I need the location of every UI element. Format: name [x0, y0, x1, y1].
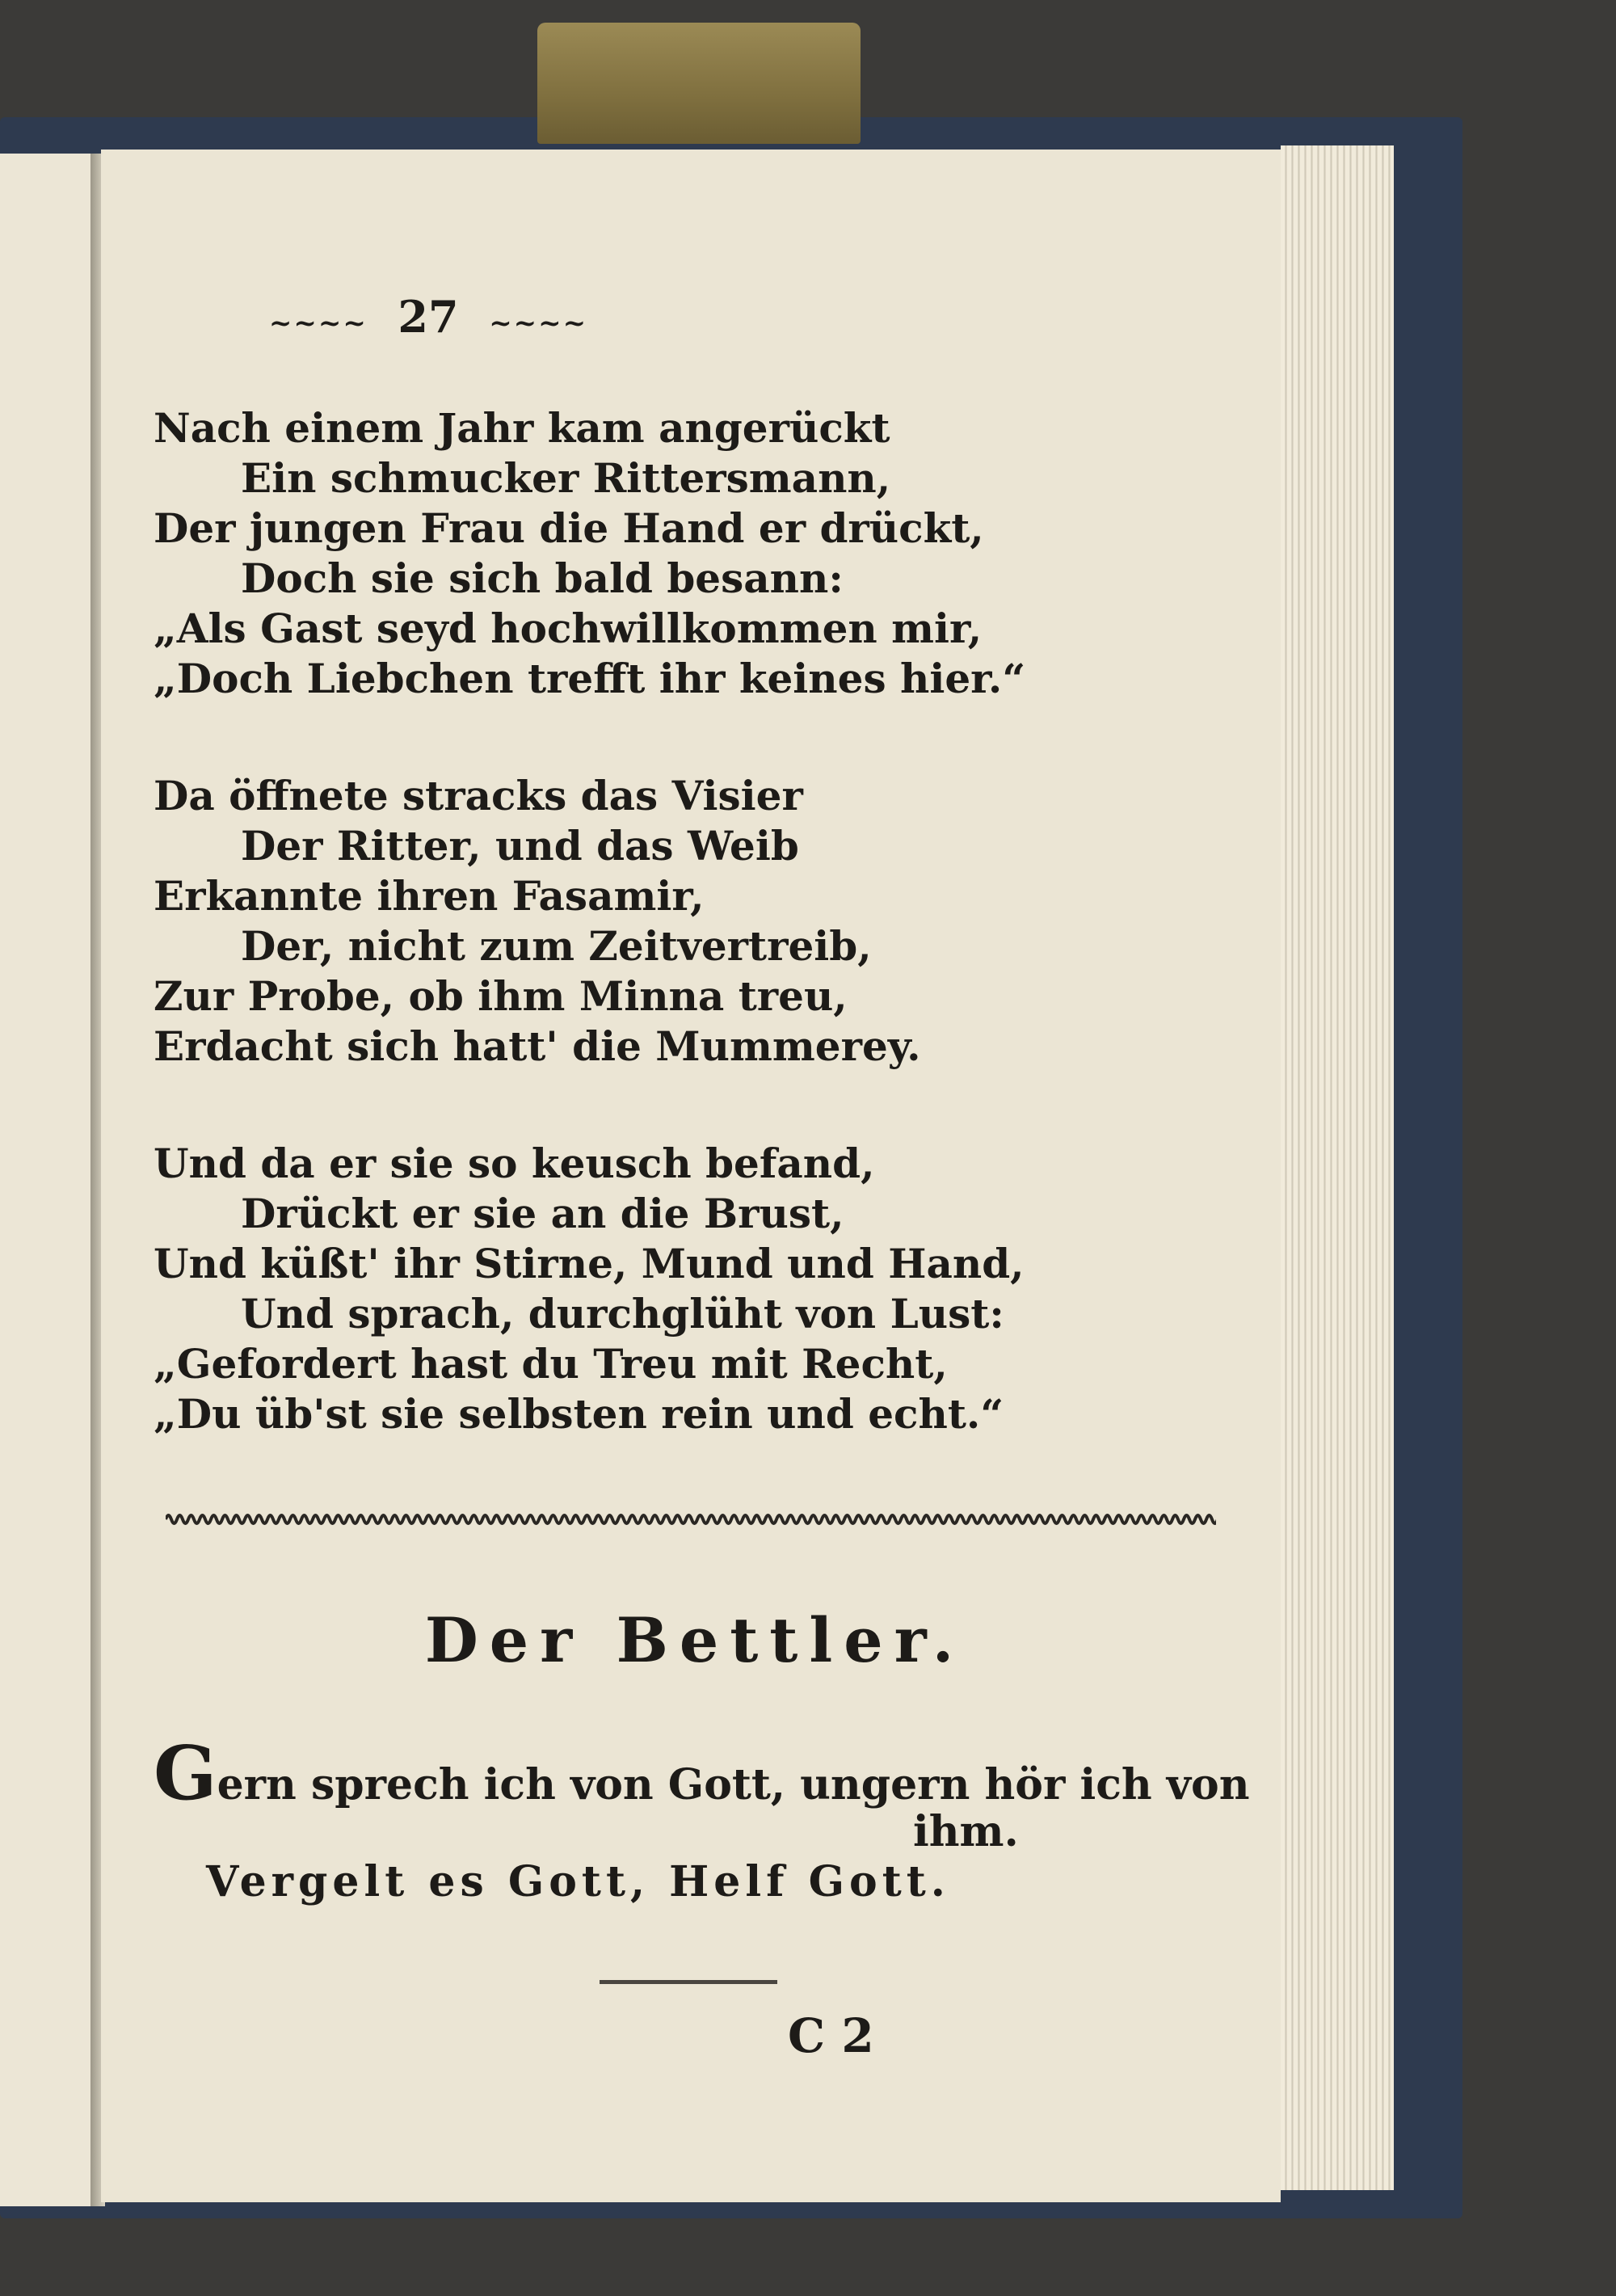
paragraph-line-1 [154, 1729, 1250, 1817]
verse-line: Drückt er sie an die Brust, [241, 1190, 844, 1237]
verse-line: Der jungen Frau die Hand er drückt, [154, 504, 984, 552]
verse-line: Und sprach, durchglüht von Lust: [241, 1290, 1004, 1338]
paragraph-line-3: Vergelt es Gott, Helf Gott. [206, 1857, 950, 1906]
short-rule [600, 1980, 777, 1984]
verse-line: Und da er sie so keusch befand, [154, 1140, 875, 1187]
verse-line: Zur Probe, ob ihm Minna treu, [154, 972, 848, 1020]
verse-line: Der Ritter, und das Weib [241, 822, 799, 870]
verse-line: Doch sie sich bald besann: [241, 554, 844, 602]
verse-line: Erdacht sich hatt' die Mummerey. [154, 1022, 921, 1070]
header-ornament-right: ~~~~ [489, 307, 588, 339]
header-ornament-left: ~~~~ [268, 307, 368, 339]
paragraph-text-1: ern sprech ich von Gott, ungern hör ich von [217, 1760, 1250, 1809]
left-page [0, 154, 95, 2206]
section-title: Der Bettler. [424, 1604, 966, 1676]
verse-line: Der, nicht zum Zeitvertreib, [241, 922, 872, 970]
signature-mark: C 2 [788, 2008, 874, 2063]
page-number: 27 [398, 291, 459, 343]
page-header [0, 291, 856, 343]
verse-line: „Als Gast seyd hochwillkommen mir, [154, 605, 983, 652]
verse-line: Nach einem Jahr kam angerückt [154, 404, 890, 452]
wavy-divider [166, 1508, 1216, 1531]
ribbon-bookmark [537, 23, 861, 144]
verse-line: Erkannte ihren Fasamir, [154, 872, 705, 920]
verse-line: „Gefordert hast du Treu mit Recht, [154, 1340, 948, 1388]
paragraph-line-2: ihm. [913, 1807, 1019, 1856]
drop-cap: G [154, 1729, 217, 1817]
verse-line: „Du üb'st sie selbsten rein und echt.“ [154, 1390, 1004, 1438]
verse-line: Ein schmucker Rittersmann, [241, 454, 891, 502]
verse-line: Da öffnete stracks das Visier [154, 772, 803, 819]
verse-line: „Doch Liebchen trefft ihr keines hier.“ [154, 655, 1026, 702]
page-edges [1281, 145, 1394, 2190]
verse-line: Und küßt' ihr Stirne, Mund und Hand, [154, 1240, 1025, 1287]
